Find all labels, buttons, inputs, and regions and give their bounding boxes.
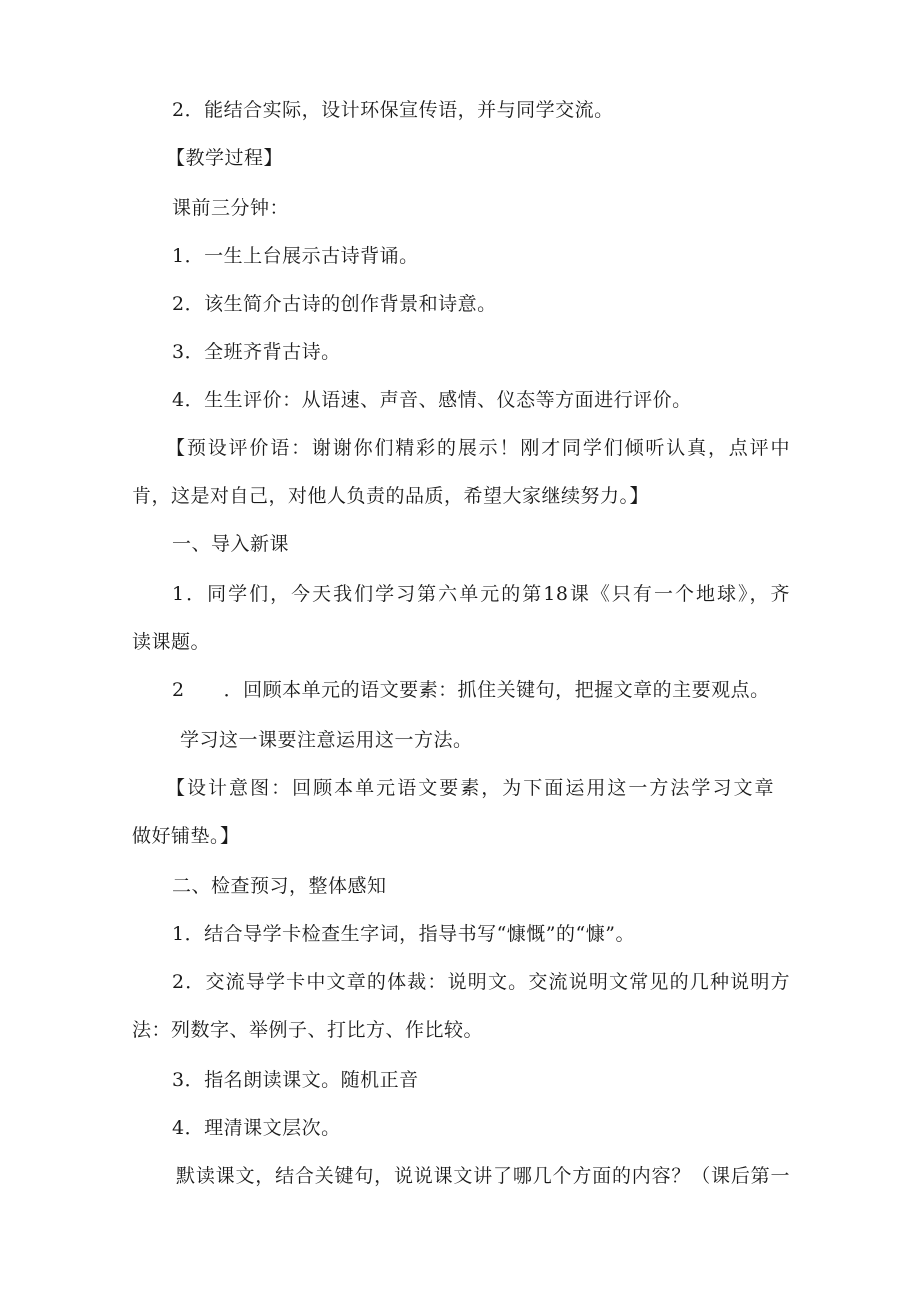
evaluation-note-line-1: 【预设评价语：谢谢你们精彩的展示！刚才同学们倾听认真，点评中 <box>166 437 790 459</box>
pre-class-step-1: 1．一生上台展示古诗背诵。 <box>172 245 419 267</box>
design-intent-line-1: 【设计意图：回顾本单元语文要素，为下面运用这一方法学习文章 <box>166 777 774 799</box>
pre-class-heading: 课前三分钟： <box>172 197 290 219</box>
objective-2: 2．能结合实际，设计环保宣传语，并与同学交流。 <box>172 99 614 121</box>
evaluation-note-line-2: 肯，这是对自己，对他人负责的品质，希望大家继续努力。】 <box>132 485 650 507</box>
intro-step-2-cont: 学习这一课要注意运用这一方法。 <box>180 729 473 751</box>
intro-step-2: 2 ．回顾本单元的语文要素：抓住关键句，把握文章的主要观点。 <box>172 679 770 701</box>
preview-step-2-line-2: 法：列数字、举例子、打比方、作比较。 <box>132 1019 484 1041</box>
section-heading-intro: 一、导入新课 <box>172 533 290 555</box>
intro-step-1-line-2: 读课题。 <box>132 631 211 653</box>
preview-step-4-question: 默读课文，结合关键句，说说课文讲了哪几个方面的内容？（课后第一 <box>176 1165 790 1187</box>
intro-step-1-line-1: 1．同学们，今天我们学习第六单元的第18课《只有一个地球》，齐 <box>172 583 790 605</box>
preview-step-2-line-1: 2．交流导学卡中文章的体裁：说明文。交流说明文常见的几种说明方 <box>172 971 790 993</box>
pre-class-step-2: 2．该生简介古诗的创作背景和诗意。 <box>172 293 497 315</box>
design-intent-line-2: 做好铺垫。】 <box>132 825 240 847</box>
section-heading-preview: 二、检查预习，整体感知 <box>172 875 387 897</box>
pre-class-step-3: 3．全班齐背古诗。 <box>172 341 341 363</box>
preview-step-3: 3．指名朗读课文。随机正音 <box>172 1069 419 1091</box>
preview-step-4: 4．理清课文层次。 <box>172 1117 341 1139</box>
section-heading-teaching-process: 【教学过程】 <box>166 147 284 169</box>
pre-class-step-4: 4．生生评价：从语速、声音、感情、仪态等方面进行评价。 <box>172 389 692 411</box>
preview-step-1: 1．结合导学卡检查生字词，指导书写“慷慨”的“慷”。 <box>172 923 635 945</box>
